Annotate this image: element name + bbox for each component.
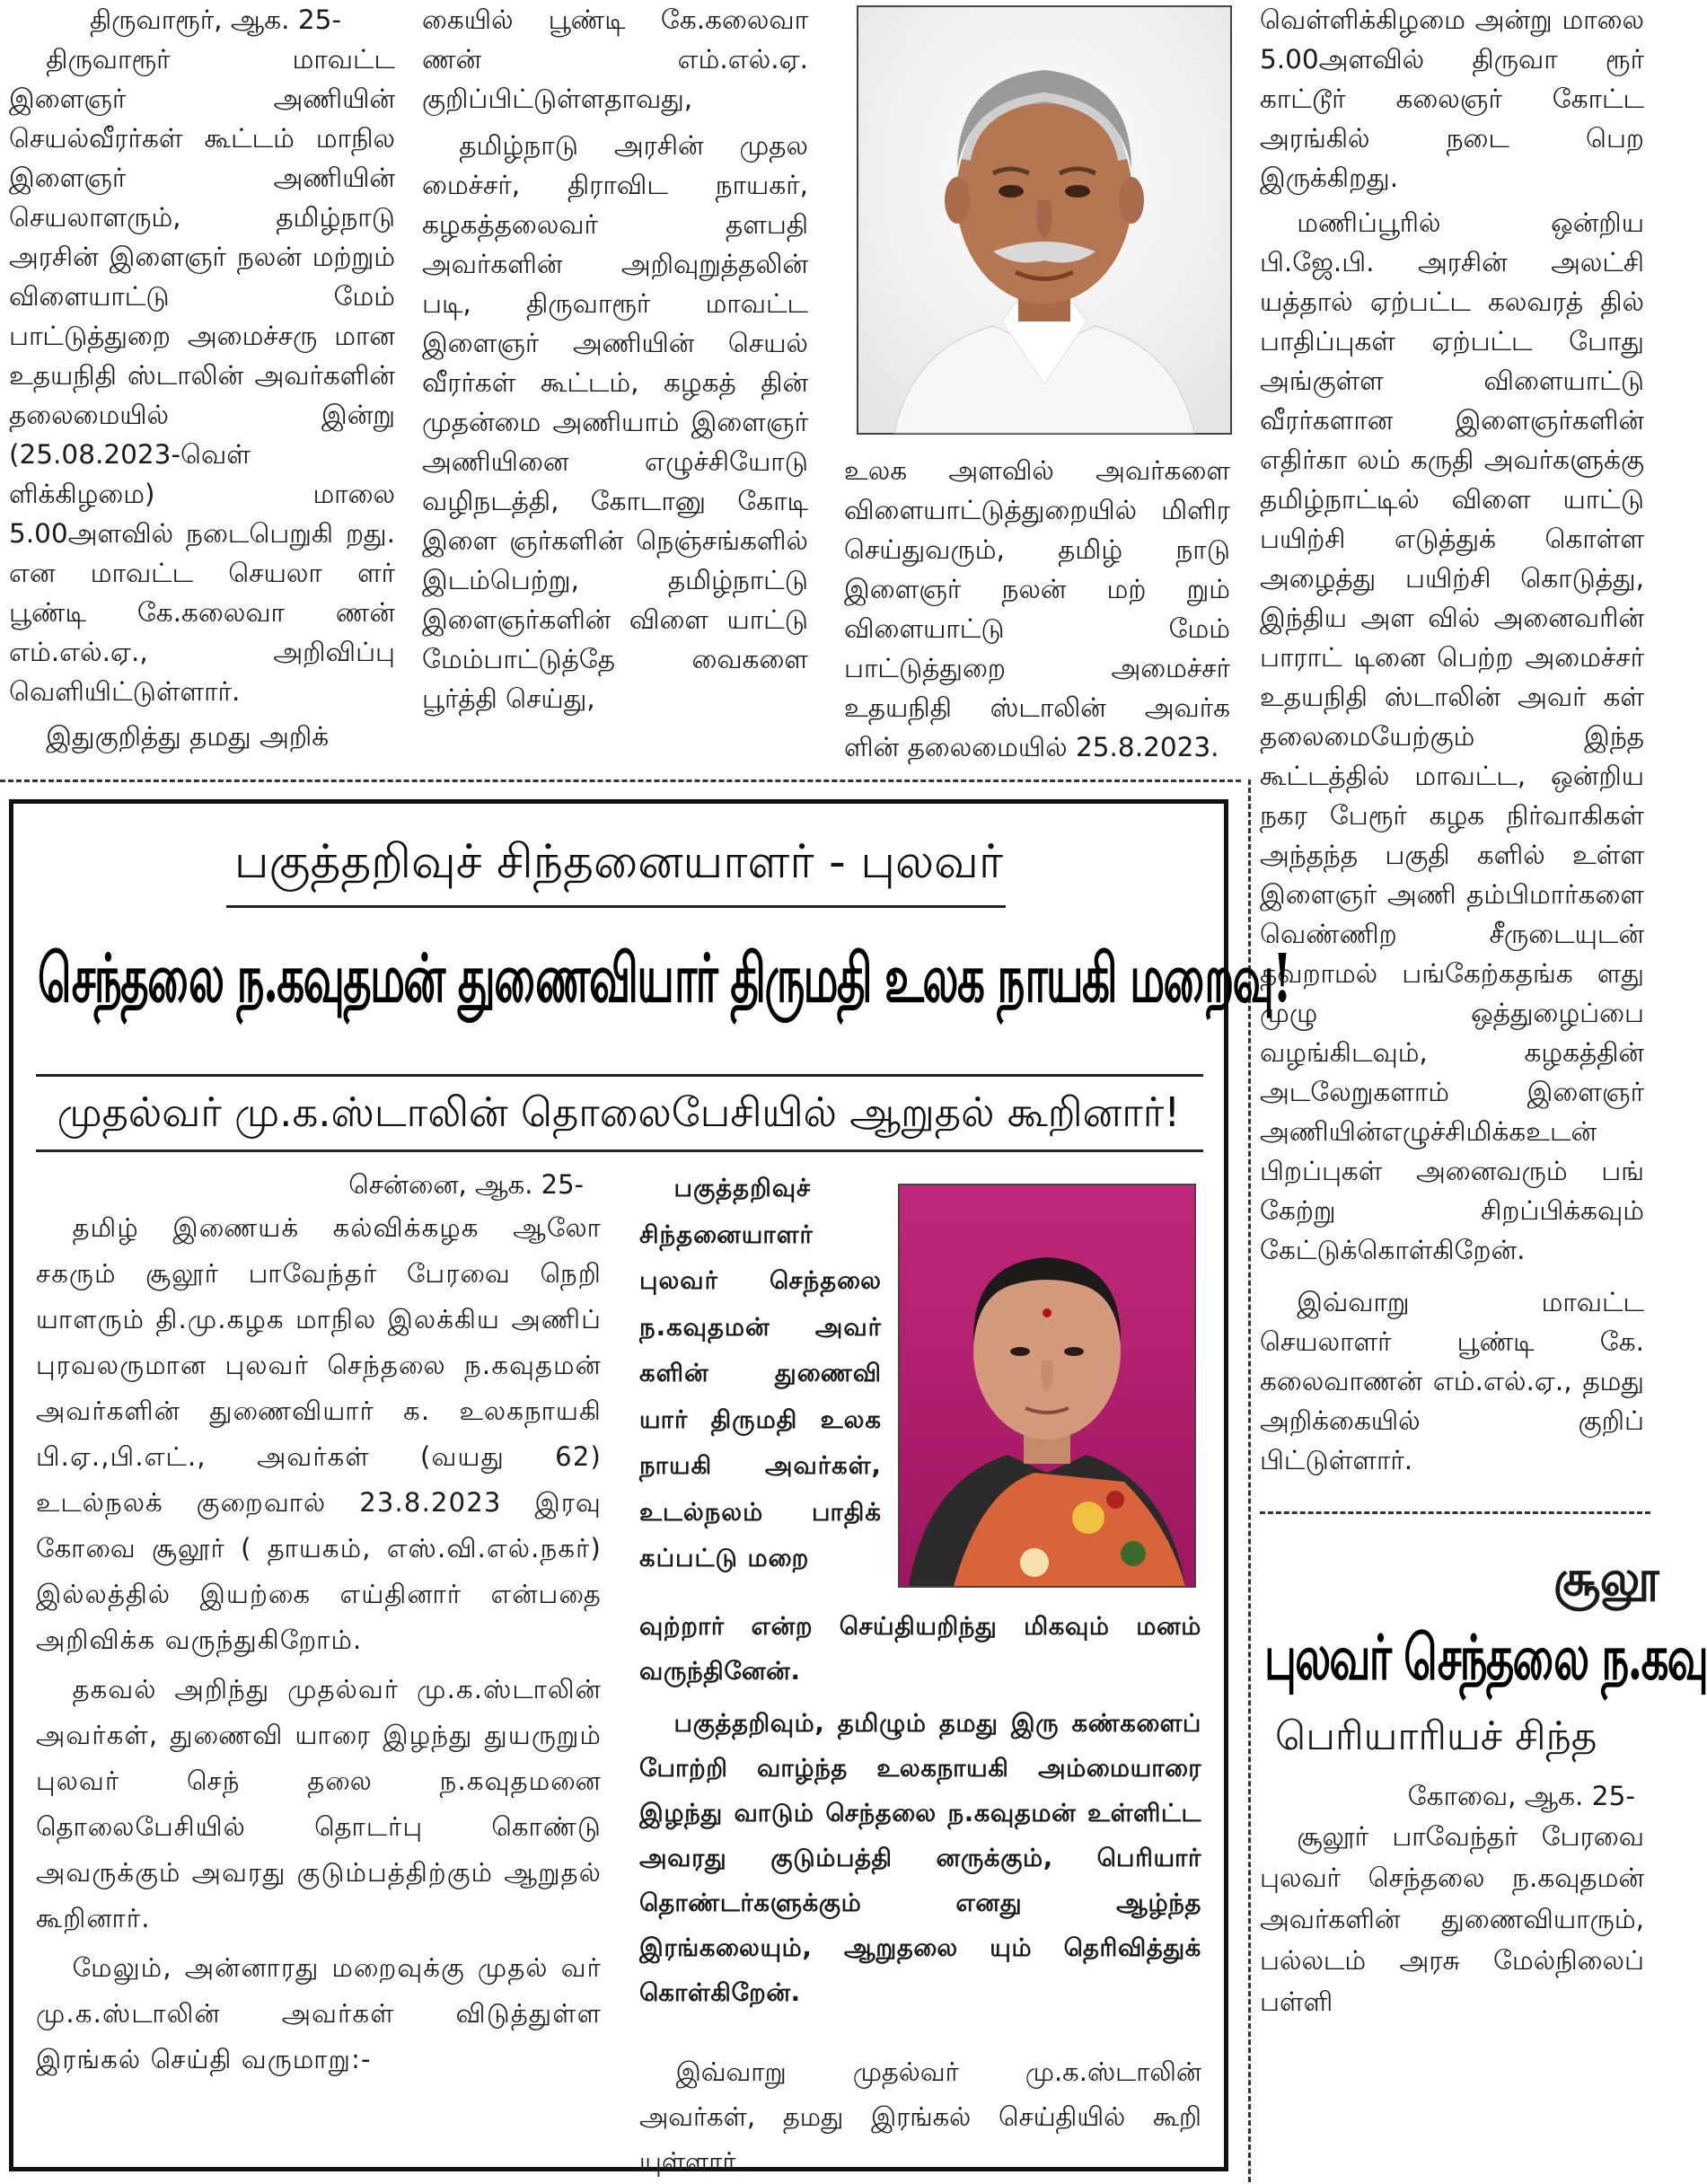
top-para: திருவாரூர் மாவட்ட இளைஞர் அணியின் செயல்வீரர்கள் கூட்டம் மாநில இளைஞர் அணியின் செயலாளரும், தமிழ்நாடு அரசின் இளைஞர் நலன் மற்றும் விளையாட்டு மேம் பாட்டுத்துறை அமைச்சரு மான உதயநிதி ஸ்டாலின் அவர்களின் தலைமையில் இன்று (25.08.2023-வெள் ளிக்கிழமை) மாலை 5.00அளவில் நடைபெறுகி றது. என மாவட்ட செயலா ளர் பூண்டி கே.கலைவா ணன் எம்.எல்.ஏ., அறிவிப்பு வெளியிட்டுள்ளார். bbox=[9, 44, 395, 707]
br-kicker: சூலூ bbox=[1553, 1550, 1659, 1607]
quote-wide-column bbox=[639, 1604, 1201, 2015]
br-dateline: கோவை, ஆக. 25- bbox=[1407, 1781, 1635, 1811]
mla-portrait-photo bbox=[857, 5, 1232, 435]
right-column bbox=[1260, 0, 1644, 1480]
top-column-3 bbox=[844, 451, 1230, 767]
closing-column bbox=[639, 2049, 1201, 2184]
deceased-portrait-photo bbox=[898, 1184, 1196, 1588]
br-column bbox=[1260, 1776, 1644, 2022]
box-para: தகவல் அறிந்து முதல்வர் மு.க.ஸ்டாலின் அவர்கள், துணைவி யாரை இழந்து துயருறும் புலவர் செந் தலை ந.கவுதமனை தொலைபேசியில் தொடர்பு கொண்டு அவருக்கும் அவரது குடும்பத்திற்கும் ஆறுதல் கூறினார். bbox=[36, 1674, 602, 1933]
box-kicker: பகுத்தறிவுச் சிந்தனையாளர் - புலவர் bbox=[233, 835, 1004, 889]
br-headline: புலவர் செந்தலை ந.கவு bbox=[1264, 1622, 1707, 1695]
box-dateline: சென்னை, ஆக. 25- bbox=[348, 1169, 584, 1200]
top-para: உலக அளவில் அவர்களை விளையாட்டுத்துறையில் மிளிர செய்துவரும், தமிழ் நாடு இளைஞர் நலன் மற் றும் விளையாட்டு மேம் பாட்டுத்துறை அமைச்சர் உதயநிதி ஸ்டாலின் அவர்க ளின் தலைமையில் 25.8.2023. bbox=[844, 455, 1230, 762]
quote-para: பகுத்தறிவும், தமிழும் தமது இரு கண்களைப் போற்றி வாழ்ந்த உலகநாயகி அம்மையாரை இழந்து வாடும் செந்தலை ந.கவுதமன் உள்ளிட்ட அவரது குடும்பத்தி னருக்கும், பெரியார் தொண்டர்களுக்கும் எனது ஆழ்ந்த இரங்கலையும், ஆறுதலை யும் தெரிவித்துக் கொள்கிறேன். bbox=[639, 1709, 1201, 2007]
box-headline: செந்தலை ந.கவுதமன் துணைவியார் திருமதி உலக நாயகி மறைவு! bbox=[38, 939, 1290, 1018]
separator-right-dashed bbox=[1260, 1511, 1650, 1514]
box-para: மேலும், அன்னாரது மறைவுக்கு முதல் வர் மு.க.ஸ்டாலின் அவர்கள் விடுத்துள்ள இரங்கல் செய்தி வருமாறு:- bbox=[36, 1952, 602, 2074]
quote-para: பகுத்தறிவுச் சிந்தனையாளர் புலவர் செந்தலை ந.கவுதமன் அவர் களின் துணைவி யார் திருமதி உலக நாயகி அவர்கள், உடல்நலம் பாதிக் கப்பட்டு மறை bbox=[639, 1174, 882, 1572]
top-para: கையில் பூண்டி கே.கலைவா ணன் எம்.எல்.ஏ. குறிப்பிட்டுள்ளதாவது, bbox=[422, 4, 808, 114]
quote-para: வுற்றார் என்ற செய்தியறிந்து மிகவும் மனம் வருந்தினேன். bbox=[639, 1612, 1201, 1686]
separator-top-dashed bbox=[0, 779, 1241, 782]
quote-narrow-column bbox=[639, 1166, 882, 1582]
headline-rule bbox=[36, 1074, 1203, 1077]
subhead-rule bbox=[36, 1149, 1203, 1152]
box-subhead: முதல்வர் மு.க.ஸ்டாலின் தொலைபேசியில் ஆறுதல் கூறினார்! bbox=[57, 1088, 1181, 1136]
right-para: மணிப்பூரில் ஒன்றிய பி.ஜே.பி. அரசின் அலட்சி யத்தால் ஏற்பட்ட கலவரத் தில் பாதிப்புகள் ஏற்பட்ட போது அங்குள்ள விளையாட்டு வீரர்களான இளைஞர்களின் எதிர்கா லம் கருதி அவர்களுக்கு தமிழ்நாட்டில் விளை யாட்டு பயிற்சி எடுத்துக் கொள்ள அழைத்து பயிற்சி கொடுத்து, இந்திய அள வில் அனைவரின் பாராட் டினை பெற்ற அமைச்சர் உதயநிதி ஸ்டாலின் அவர் கள் தலைமையேற்கும் இந்த கூட்டத்தில் மாவட்ட, ஒன்றிய நகர பேரூர் கழக நிர்வாகிகள் அந்தந்த பகுதி களில் உள்ள இளைஞர் அணி தம்பிமார்களை வெண்ணிற சீருடையுடன் தவறாமல் பங்கேற்கதங்க ளது முழு ஒத்துழைப்பை வழங்கிடவும், கழகத்தின் அடலேறுகளாம் இளைஞர் அணியின்எழுச்சிமிக்கஉடன் பிறப்புகள் அனைவரும் பங் கேற்று சிறப்பிக்கவும் கேட்டுக்கொள்கிறேன். bbox=[1260, 207, 1644, 1265]
br-subhead: பெரியாரியச் சிந்த bbox=[1275, 1713, 1597, 1759]
top-para: தமிழ்நாடு அரசின் முதல மைச்சர், திராவிட நாயகர், கழகத்தலைவர் தளபதி அவர்களின் அறிவுறுத்தலின் படி, திருவாரூர் மாவட்ட இளைஞர் அணியின் செயல் வீரர்கள் கூட்டம், கழகத் தின் முதன்மை அணியாம் இளைஞர் அணியினை எழுச்சியோடு வழிநடத்தி, கோடானு கோடி இளை ஞர்களின் நெஞ்சங்களில் இடம்பெற்று, தமிழ்நாட்டு இளைஞர்களின் விளை யாட்டு மேம்பாட்டுத்தே வைகளை பூர்த்தி செய்து, bbox=[422, 130, 808, 714]
closing-para: இவ்வாறு முதல்வர் மு.க.ஸ்டாலின் அவர்கள், தமது இரங்கல் செய்தியில் கூறி யுள்ளார். bbox=[639, 2056, 1201, 2177]
top-dateline: திருவாரூர், ஆக. 25- bbox=[89, 4, 342, 35]
top-column-1 bbox=[9, 0, 395, 756]
kicker-underline bbox=[226, 905, 1006, 908]
box-left-column bbox=[36, 1164, 602, 2083]
right-para: இவ்வாறு மாவட்ட செயலாளர் பூண்டி கே. கலைவாணன் எம்.எல்.ஏ., தமது அறிக்கையில் குறிப் பிட்டுள்ளார். bbox=[1260, 1287, 1644, 1475]
br-para: சூலூர் பாவேந்தர் பேரவை புலவர் செந்தலை ந.கவுதமன் அவர்களின் துணைவியாரும், பல்லடம் அரசு மேல்நிலைப் பள்ளி bbox=[1260, 1821, 1644, 2017]
top-column-2 bbox=[422, 0, 808, 718]
right-para: வெள்ளிக்கிழமை அன்று மாலை 5.00அளவில் திருவா ரூர் காட்டூர் கலைஞர் கோட்ட அரங்கில் நடை பெற இருக்கிறது. bbox=[1260, 4, 1644, 193]
top-para: இதுகுறித்து தமது அறிக் bbox=[46, 721, 330, 752]
box-para: தமிழ் இணையக் கல்விக்கழக ஆலோ சகரும் சூலூர் பாவேந்தர் பேரவை நெறி யாளரும் தி.மு.கழக மாநில இலக்கிய அணிப் புரவலருமான புலவர் செந்தலை ந.கவுதமன் அவர்களின் துணைவியார் க. உலகநாயகி பி.ஏ.,பி.எட்., அவர்கள் (வயது 62) உடல்நலக் குறைவால் 23.8.2023 இரவு கோவை சூலூர் ( தாயகம், எஸ்.வி.எல்.நகர்) இல்லத்தில் இயற்கை எய்தினார் என்பதை அறிவிக்க வருந்துகிறோம். bbox=[36, 1212, 602, 1655]
